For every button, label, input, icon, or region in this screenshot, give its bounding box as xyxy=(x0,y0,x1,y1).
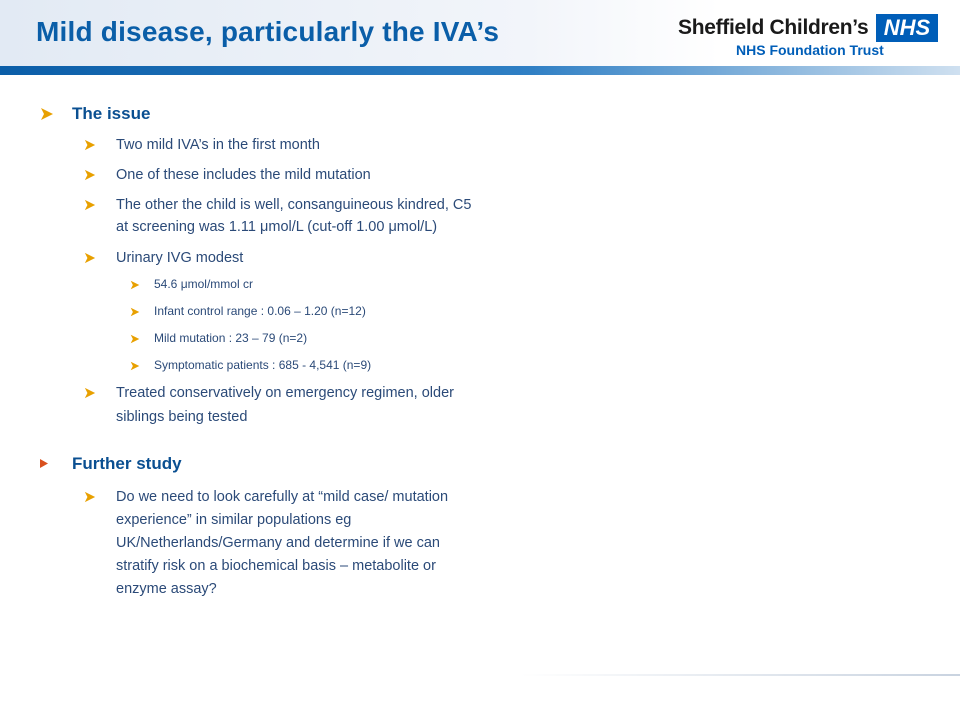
sub-list-item-text: 54.6 μmol/mmol cr xyxy=(154,277,253,291)
list-item-text: stratify risk on a biochemical basis – metabolite or xyxy=(116,558,436,574)
list-item-text: The other the child is well, consanguineous kindred, C5 xyxy=(116,197,472,213)
list-item-text: enzyme assay? xyxy=(116,581,217,597)
list-item-text: siblings being tested xyxy=(116,409,248,425)
list-item-text: experience” in similar populations eg xyxy=(116,512,352,528)
arrow-bullet-icon xyxy=(130,280,140,290)
header-rule xyxy=(0,66,960,75)
list-item-text: UK/Netherlands/Germany and determine if we can xyxy=(116,535,440,551)
arrow-bullet-icon xyxy=(84,252,96,264)
arrow-bullet-icon xyxy=(130,307,140,317)
arrow-bullet-icon xyxy=(130,361,140,371)
arrow-bullet-icon xyxy=(84,491,96,503)
list-item-text: One of these includes the mild mutation xyxy=(116,167,371,183)
arrow-bullet-icon xyxy=(84,199,96,211)
logo-name: Sheffield Children’s xyxy=(678,16,869,39)
triangle-bullet-icon xyxy=(39,458,49,469)
slide-title: Mild disease, particularly the IVA’s xyxy=(36,16,500,47)
list-item-text: Urinary IVG modest xyxy=(116,250,244,266)
arrow-bullet-icon xyxy=(130,334,140,344)
logo-trust: NHS Foundation Trust xyxy=(736,42,884,58)
list-item-text: Two mild IVA’s in the first month xyxy=(116,137,320,153)
heading-text: The issue xyxy=(72,104,151,123)
list-item-text: Do we need to look carefully at “mild case/ mutation xyxy=(116,489,449,505)
list-item-text: Treated conservatively on emergency regimen, older xyxy=(116,385,454,401)
nhs-badge: NHS xyxy=(876,14,938,42)
arrow-bullet-icon xyxy=(40,107,54,121)
arrow-bullet-icon xyxy=(84,169,96,181)
list-item-text: at screening was 1.11 μmol/L (cut-off 1.00 μmol/L) xyxy=(116,219,438,235)
heading-text: Further study xyxy=(72,454,182,473)
arrow-bullet-icon xyxy=(84,387,96,399)
sub-list-item-text: Infant control range : 0.06 – 1.20 (n=12) xyxy=(154,304,366,318)
sheffield-childrens-logo xyxy=(676,14,940,60)
arrow-bullet-icon xyxy=(84,139,96,151)
footer-rule xyxy=(520,674,960,676)
sub-list-item-text: Symptomatic patients : 685 - 4,541 (n=9) xyxy=(154,358,372,372)
sub-list-item-text: Mild mutation : 23 – 79 (n=2) xyxy=(154,331,308,345)
